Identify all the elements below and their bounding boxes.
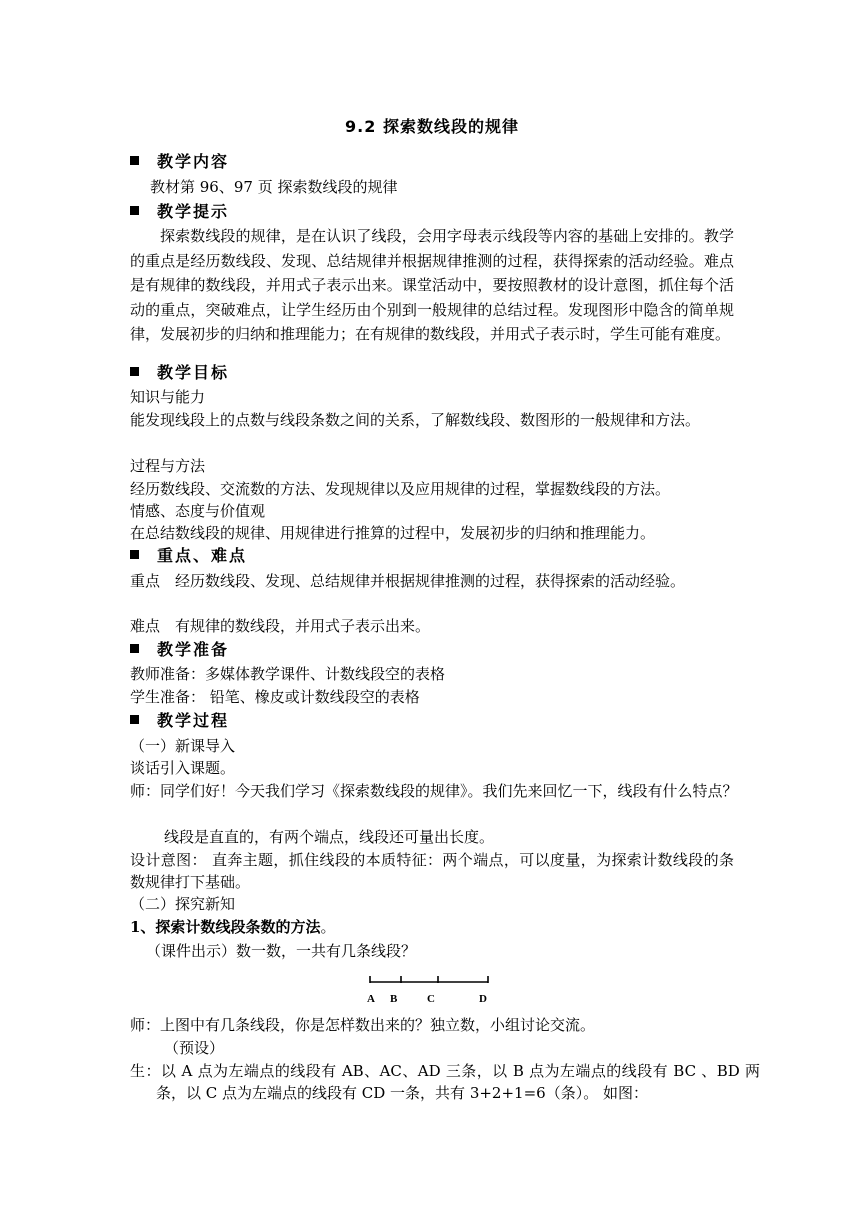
prep-student: 学生准备： 铅笔、橡皮或计数线段空的表格 — [130, 688, 420, 706]
square-bullet-icon — [130, 156, 139, 165]
point-label-b: B — [390, 993, 398, 1005]
square-bullet-icon — [130, 644, 139, 653]
process-step-1: （一）新课导入 — [130, 737, 236, 755]
square-bullet-icon — [130, 206, 139, 215]
heading-key-points: 重点、难点 — [130, 545, 247, 567]
point-label-c: C — [427, 993, 435, 1005]
goal-3-text: 在总结数线段的规律、用规律进行推算的过程中，发展初步的归纳和推理能力。 — [130, 524, 656, 542]
design-intent: 设计意图： 直奔主题，抓住线段的本质特征：两个端点，可以度量，为探索计数线段的条数规律打下基础。 — [130, 851, 734, 891]
heading-preparation: 教学准备 — [130, 639, 229, 661]
square-bullet-icon — [130, 715, 139, 724]
heading-goals: 教学目标 — [130, 362, 229, 384]
goal-2-label: 过程与方法 — [130, 457, 206, 475]
line-segment-diagram — [364, 968, 494, 1008]
heading-content: 教学内容 — [130, 151, 229, 173]
point-label-a: A — [367, 993, 375, 1005]
goal-1-label: 知识与能力 — [130, 388, 206, 406]
prep-teacher: 教师准备：多媒体教学课件、计数线段空的表格 — [130, 665, 446, 683]
difficult-point-text: 难点 有规律的数线段，并用式子表示出来。 — [130, 617, 431, 635]
goal-2-text: 经历数线段、交流数的方法、发现规律以及应用规律的过程，掌握数线段的方法。 — [130, 480, 671, 498]
student-preset-answer: 生：以 A 点为左端点的线段有 AB、AC、AD 三条，以 B 点为左端点的线段有 BC 、BD 两条，以 C 点为左端点的线段有 CD 一条，共有 3+2+1=6（条）。 如图： — [130, 1062, 760, 1102]
goal-1-text: 能发现线段上的点数与线段条数之间的关系，了解数线段、数图形的一般规律和方法。 — [130, 411, 701, 429]
process-step-2: （二）探究新知 — [130, 895, 236, 913]
point-label-d: D — [479, 993, 487, 1005]
page-title: 9.2 探索数线段的规律 — [345, 117, 519, 136]
teacher-question: 师：同学们好！今天我们学习《探索数线段的规律》。我们先来回忆一下，线段有什么特点？ — [130, 782, 738, 800]
heading-process: 教学过程 — [130, 710, 229, 732]
content-text: 教材第 96、97 页 探索数线段的规律 — [150, 178, 398, 196]
courseware-prompt: （课件出示）数一数，一共有几条线段？ — [146, 942, 417, 960]
square-bullet-icon — [130, 367, 139, 376]
square-bullet-icon — [130, 550, 139, 559]
process-intro: 谈话引入课题。 — [130, 759, 236, 777]
goal-3-label: 情感、态度与价值观 — [130, 502, 266, 520]
subtopic-heading: 1、探索计数线段条数的方法。 — [130, 918, 336, 936]
teacher-followup: 师：上图中有几条线段，你是怎样数出来的？独立数，小组讨论交流。 — [130, 1016, 596, 1034]
student-answer: 线段是直直的，有两个端点，线段还可量出长度。 — [164, 828, 495, 846]
heading-hint: 教学提示 — [130, 201, 229, 223]
preset-label: （预设） — [164, 1039, 225, 1057]
hint-paragraph: 探索数线段的规律，是在认识了线段，会用字母表示线段等内容的基础上安排的。教学的重点是经历数线段、发现、总结规律并根据规律推测的过程，获得探索的活动经验。难点是有规律的数线段，并用式子表示出来。课堂活动中，要按照教材的设计意图，抓住每个活动的重点，突破难点，让学生经历由个别到一般规律的总结过程。发现图形中隐含的简单规律，发展初步的归纳和推理能力；在有规律的数线段，并用式子表示时，学生可能有难度。 — [130, 227, 734, 343]
key-point-text: 重点 经历数线段、发现、总结规律并根据规律推测的过程，获得探索的活动经验。 — [130, 572, 686, 590]
